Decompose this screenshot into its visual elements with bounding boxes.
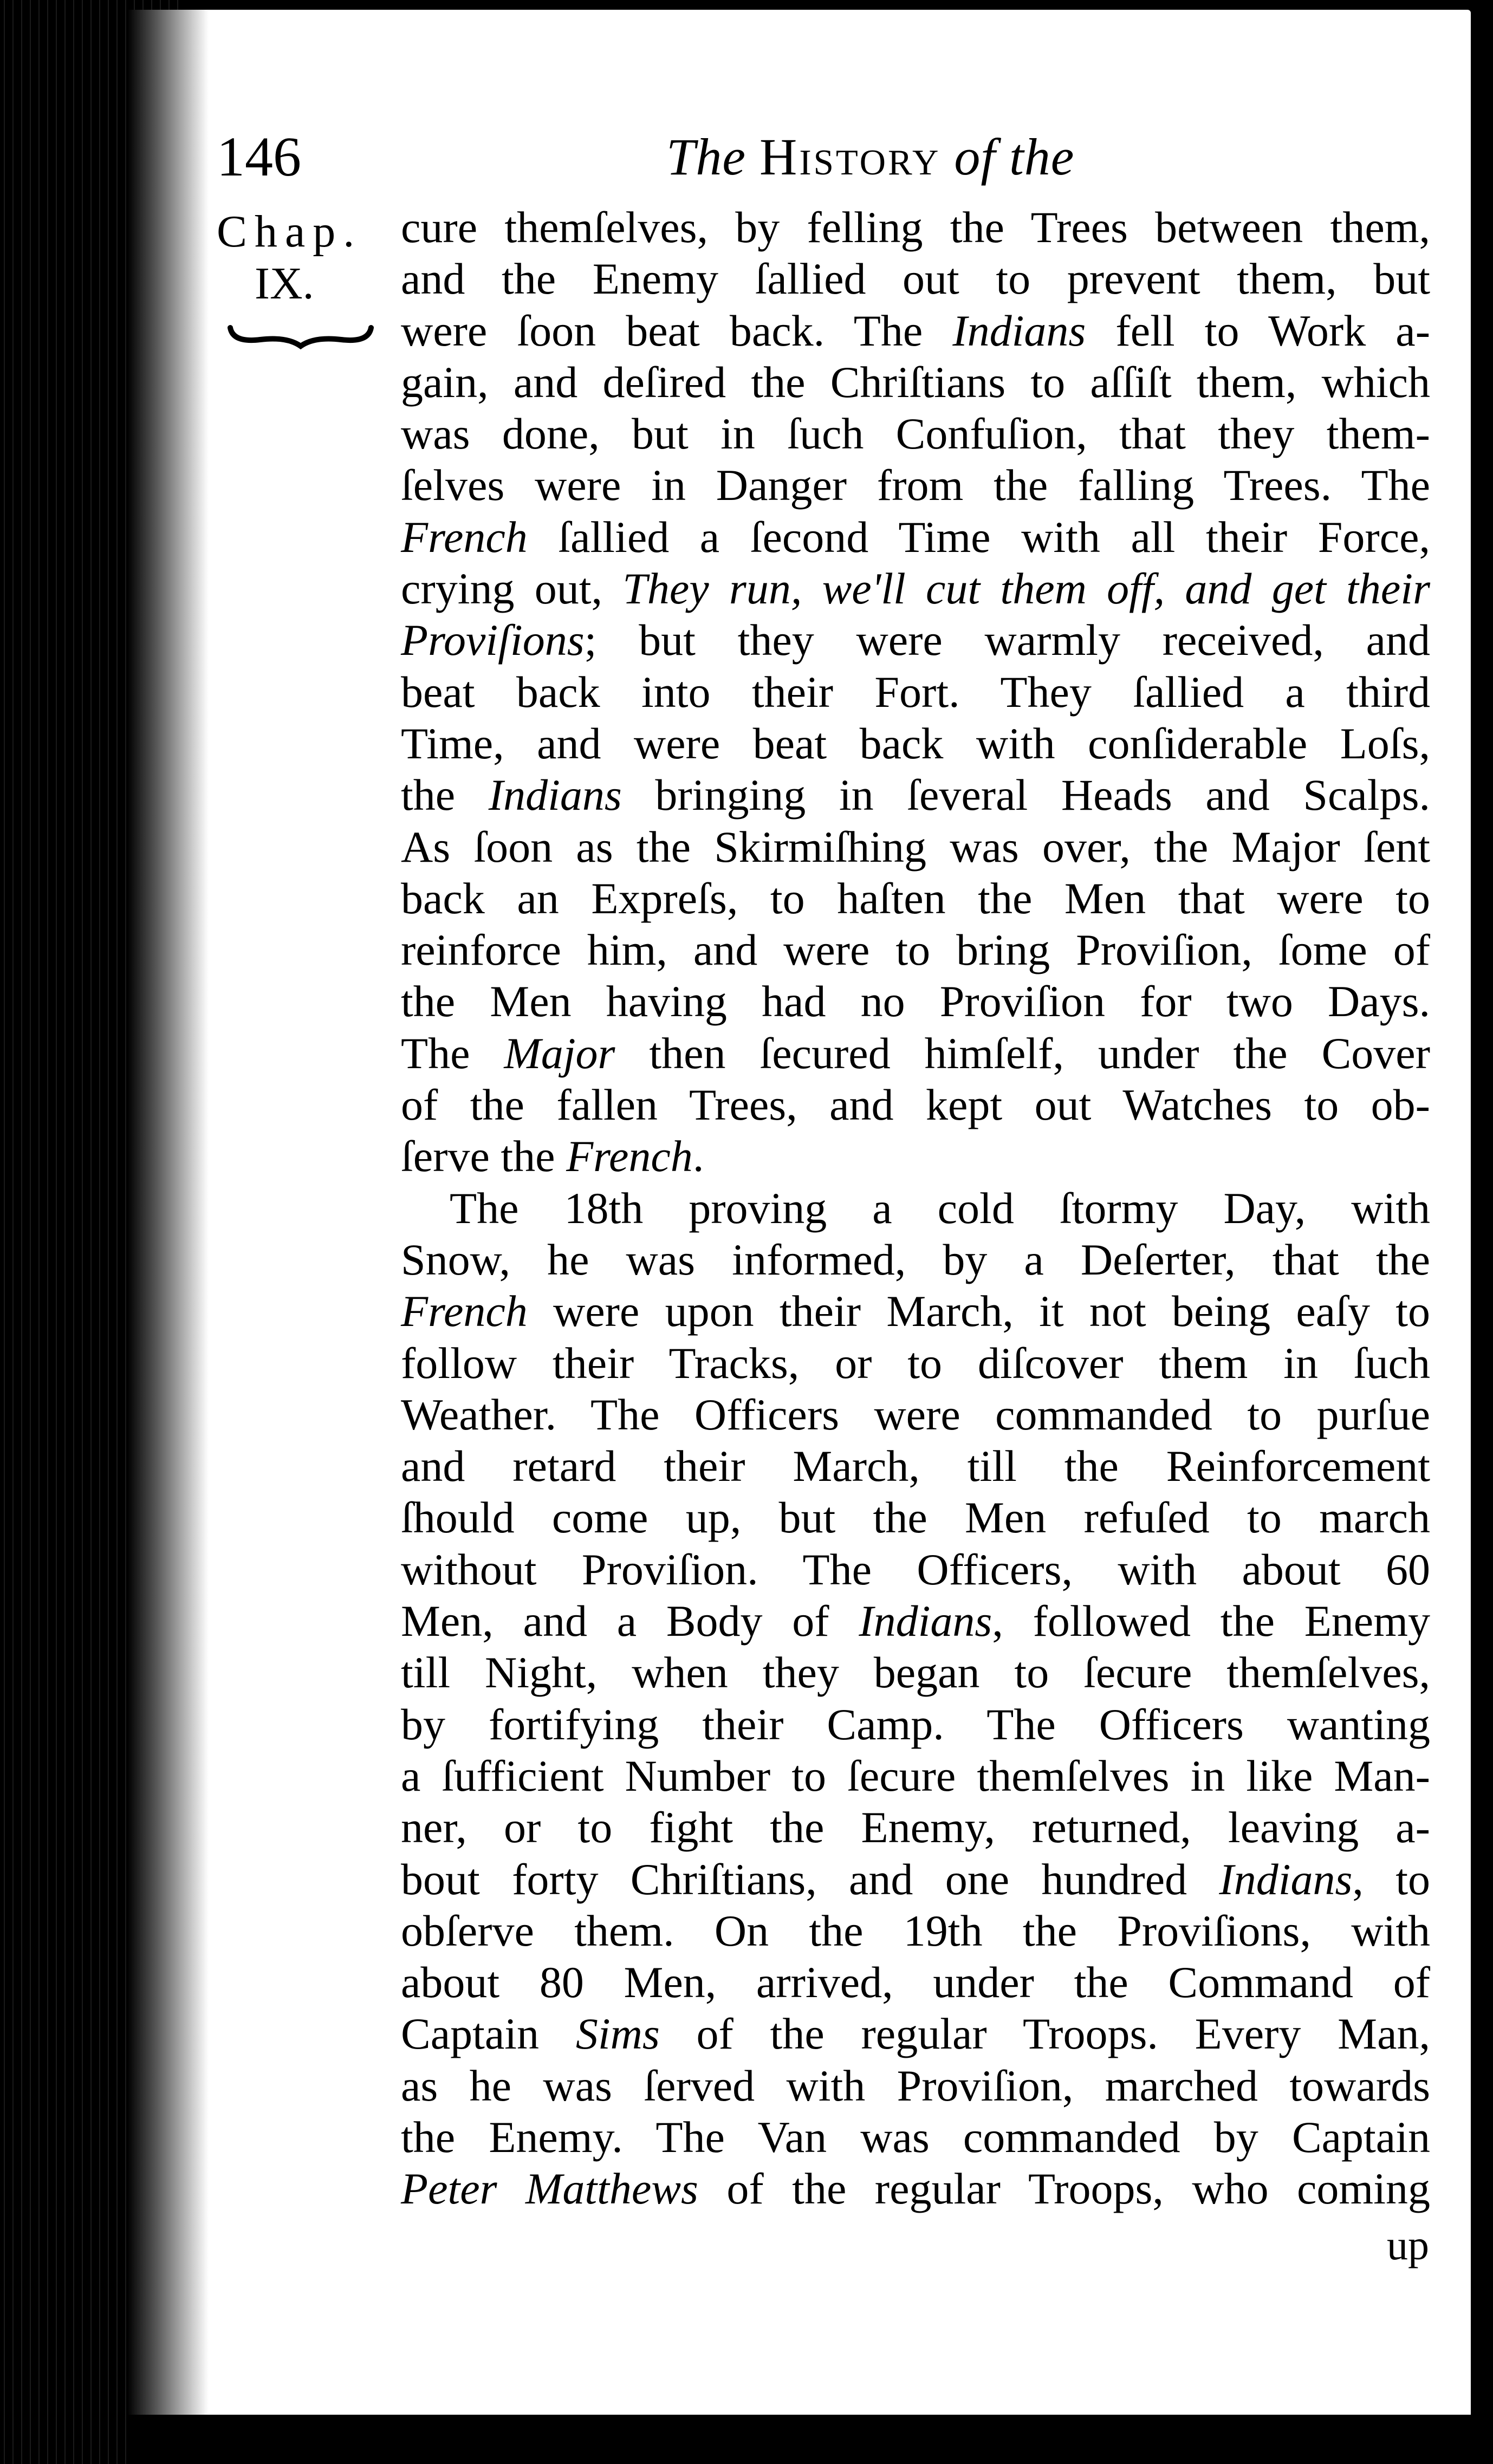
text-run: were upon their March, it not being eaſy to [527,1286,1430,1336]
text-line [401,1234,1430,1285]
text-run: gain, and deſired the Chriſtians to aſſiſt them, which [401,357,1430,407]
text-line [401,253,1430,304]
text-line [401,1595,1430,1647]
text-line [401,666,1430,718]
heading-main: History [760,128,941,186]
heading-suffix: of the [954,128,1075,186]
text-run: of the regular Troops, who coming [698,2164,1430,2214]
text-line [401,976,1430,1027]
text-line [401,1182,1430,1234]
text-run: back an Expreſs, to haſten the Men that were to [401,873,1430,923]
text-run: obſerve them. On the 19th the Proviſions, with [401,1906,1430,1955]
chapter-marginal [217,206,390,310]
text-run: ; but they were warmly received, and [584,615,1430,665]
text-line [401,769,1430,821]
catchword: up [1387,2221,1429,2268]
text-run: , followed the Enemy [992,1596,1430,1646]
text-line [401,1647,1430,1698]
brace-ornament-icon [228,322,374,349]
italic-run: French [566,1132,693,1181]
page-number: 146 [217,126,301,188]
text-run: as he was ſerved with Proviſion, marched towards [401,2060,1430,2110]
text-line [401,1389,1430,1440]
italic-run: French [401,1286,528,1336]
italic-run: Sims [575,2009,660,2059]
text-line [401,1440,1430,1492]
scan-border-bottom [127,2415,1493,2464]
chapter-number: IX. [255,258,314,309]
text-line [401,1079,1430,1130]
text-line [401,1802,1430,1853]
text-line [401,1028,1430,1079]
text-run: Snow, he was informed, by a Deſerter, that the [401,1234,1430,1284]
text-run: were ſoon beat back. The [401,305,953,355]
text-run: follow their Tracks, or to diſcover them in ſuch [401,1338,1430,1388]
text-run: ſhould come up, but the Men refuſed to march [401,1493,1430,1543]
body-text [401,201,1430,2215]
text-run: The [401,1028,504,1078]
text-line [401,1337,1430,1389]
text-line [401,1854,1430,1905]
text-line [401,2060,1430,2111]
text-run: Captain [401,2009,576,2059]
text-run: bout forty Chriſtians, and one hundred [401,1854,1219,1904]
text-run: As ſoon as the Skirmiſhing was over, the Major ſent [401,822,1430,872]
text-run: a ſufficient Number to ſecure themſelves in like Man- [401,1751,1430,1800]
text-run: crying out, [401,564,623,614]
text-run: Weather. The Officers were commanded to purſue [401,1389,1430,1439]
text-run: ner, or to fight the Enemy, returned, leaving a- [401,1803,1430,1852]
text-line [401,201,1430,253]
text-run: and retard their March, till the Reinforcement [401,1441,1430,1491]
text-line [401,1905,1430,1956]
text-run: Time, and were beat back with conſiderable Loſs, [401,718,1430,768]
text-run: was done, but in ſuch Confuſion, that they them- [401,409,1430,459]
text-line [401,305,1430,356]
text-run: reinforce him, and were to bring Proviſion, ſome of [401,925,1430,975]
text-line [401,459,1430,511]
text-run: , to [1352,1854,1430,1904]
text-run: then ſecured himſelf, under the Cover [615,1028,1430,1078]
scan-border-right [1471,0,1493,2464]
text-run: the Men having had no Proviſion for two Days. [401,977,1430,1026]
text-line [401,1130,1430,1182]
italic-run: Indians [1219,1854,1353,1904]
text-line [401,1750,1430,1802]
text-run: . [692,1132,704,1181]
text-line [401,356,1430,408]
text-run: the Enemy. The Van was commanded by Captain [401,2112,1430,2162]
text-line [401,1544,1430,1595]
text-line [401,614,1430,666]
text-run: and the Enemy ſallied out to prevent them, but [401,254,1430,304]
text-line [401,2111,1430,2163]
italic-run: Indians [952,305,1086,355]
text-run: ſerve the [401,1132,567,1181]
text-line [401,511,1430,563]
text-run: Men, and a Body of [401,1596,859,1646]
text-line [401,408,1430,459]
text-run: The 18th proving a cold ſtormy Day, with [450,1183,1430,1233]
text-run: ſelves were in Danger from the falling Trees. The [401,460,1430,510]
text-run: about 80 Men, arrived, under the Command of [401,1958,1430,2007]
text-line [401,1492,1430,1543]
text-run: beat back into their Fort. They ſallied a third [401,667,1430,717]
italic-run: French [401,512,528,562]
italic-run: Indians [488,770,622,820]
text-run: of the regular Troops. Every Man, [659,2009,1430,2059]
text-run: till Night, when they began to ſecure themſelves, [401,1648,1430,1698]
text-run: fell to Work a- [1086,305,1430,355]
italic-run: Indians [859,1596,992,1646]
text-line [401,718,1430,769]
italic-run: They run, we'll cut them off, and get their [622,564,1430,614]
text-run: cure themſelves, by felling the Trees between them, [401,203,1430,252]
text-line [401,1956,1430,2008]
text-line [401,924,1430,976]
text-run: bringing in ſeveral Heads and Scalps. [621,770,1430,820]
running-head [217,122,1408,192]
text-line [401,1699,1430,1750]
text-run: of the fallen Trees, and kept out Watches to ob- [401,1080,1430,1130]
text-line [401,563,1430,614]
text-run: by fortifying their Camp. The Officers wanting [401,1699,1430,1749]
chapter-label: Chap. [217,206,362,257]
text-line [401,873,1430,924]
text-run: the [401,770,489,820]
text-line [401,821,1430,873]
italic-run: Peter Matthews [401,2164,698,2214]
text-line [401,2163,1430,2214]
text-run: ſallied a ſecond Time with all their Force, [527,512,1430,562]
page-heading [666,122,1074,192]
italic-run: Major [504,1028,615,1078]
italic-run: Proviſions [401,615,585,665]
text-run: without Proviſion. The Officers, with about 60 [401,1544,1430,1594]
heading-article: The [666,128,746,186]
text-line [401,1285,1430,1337]
text-line [401,2008,1430,2059]
